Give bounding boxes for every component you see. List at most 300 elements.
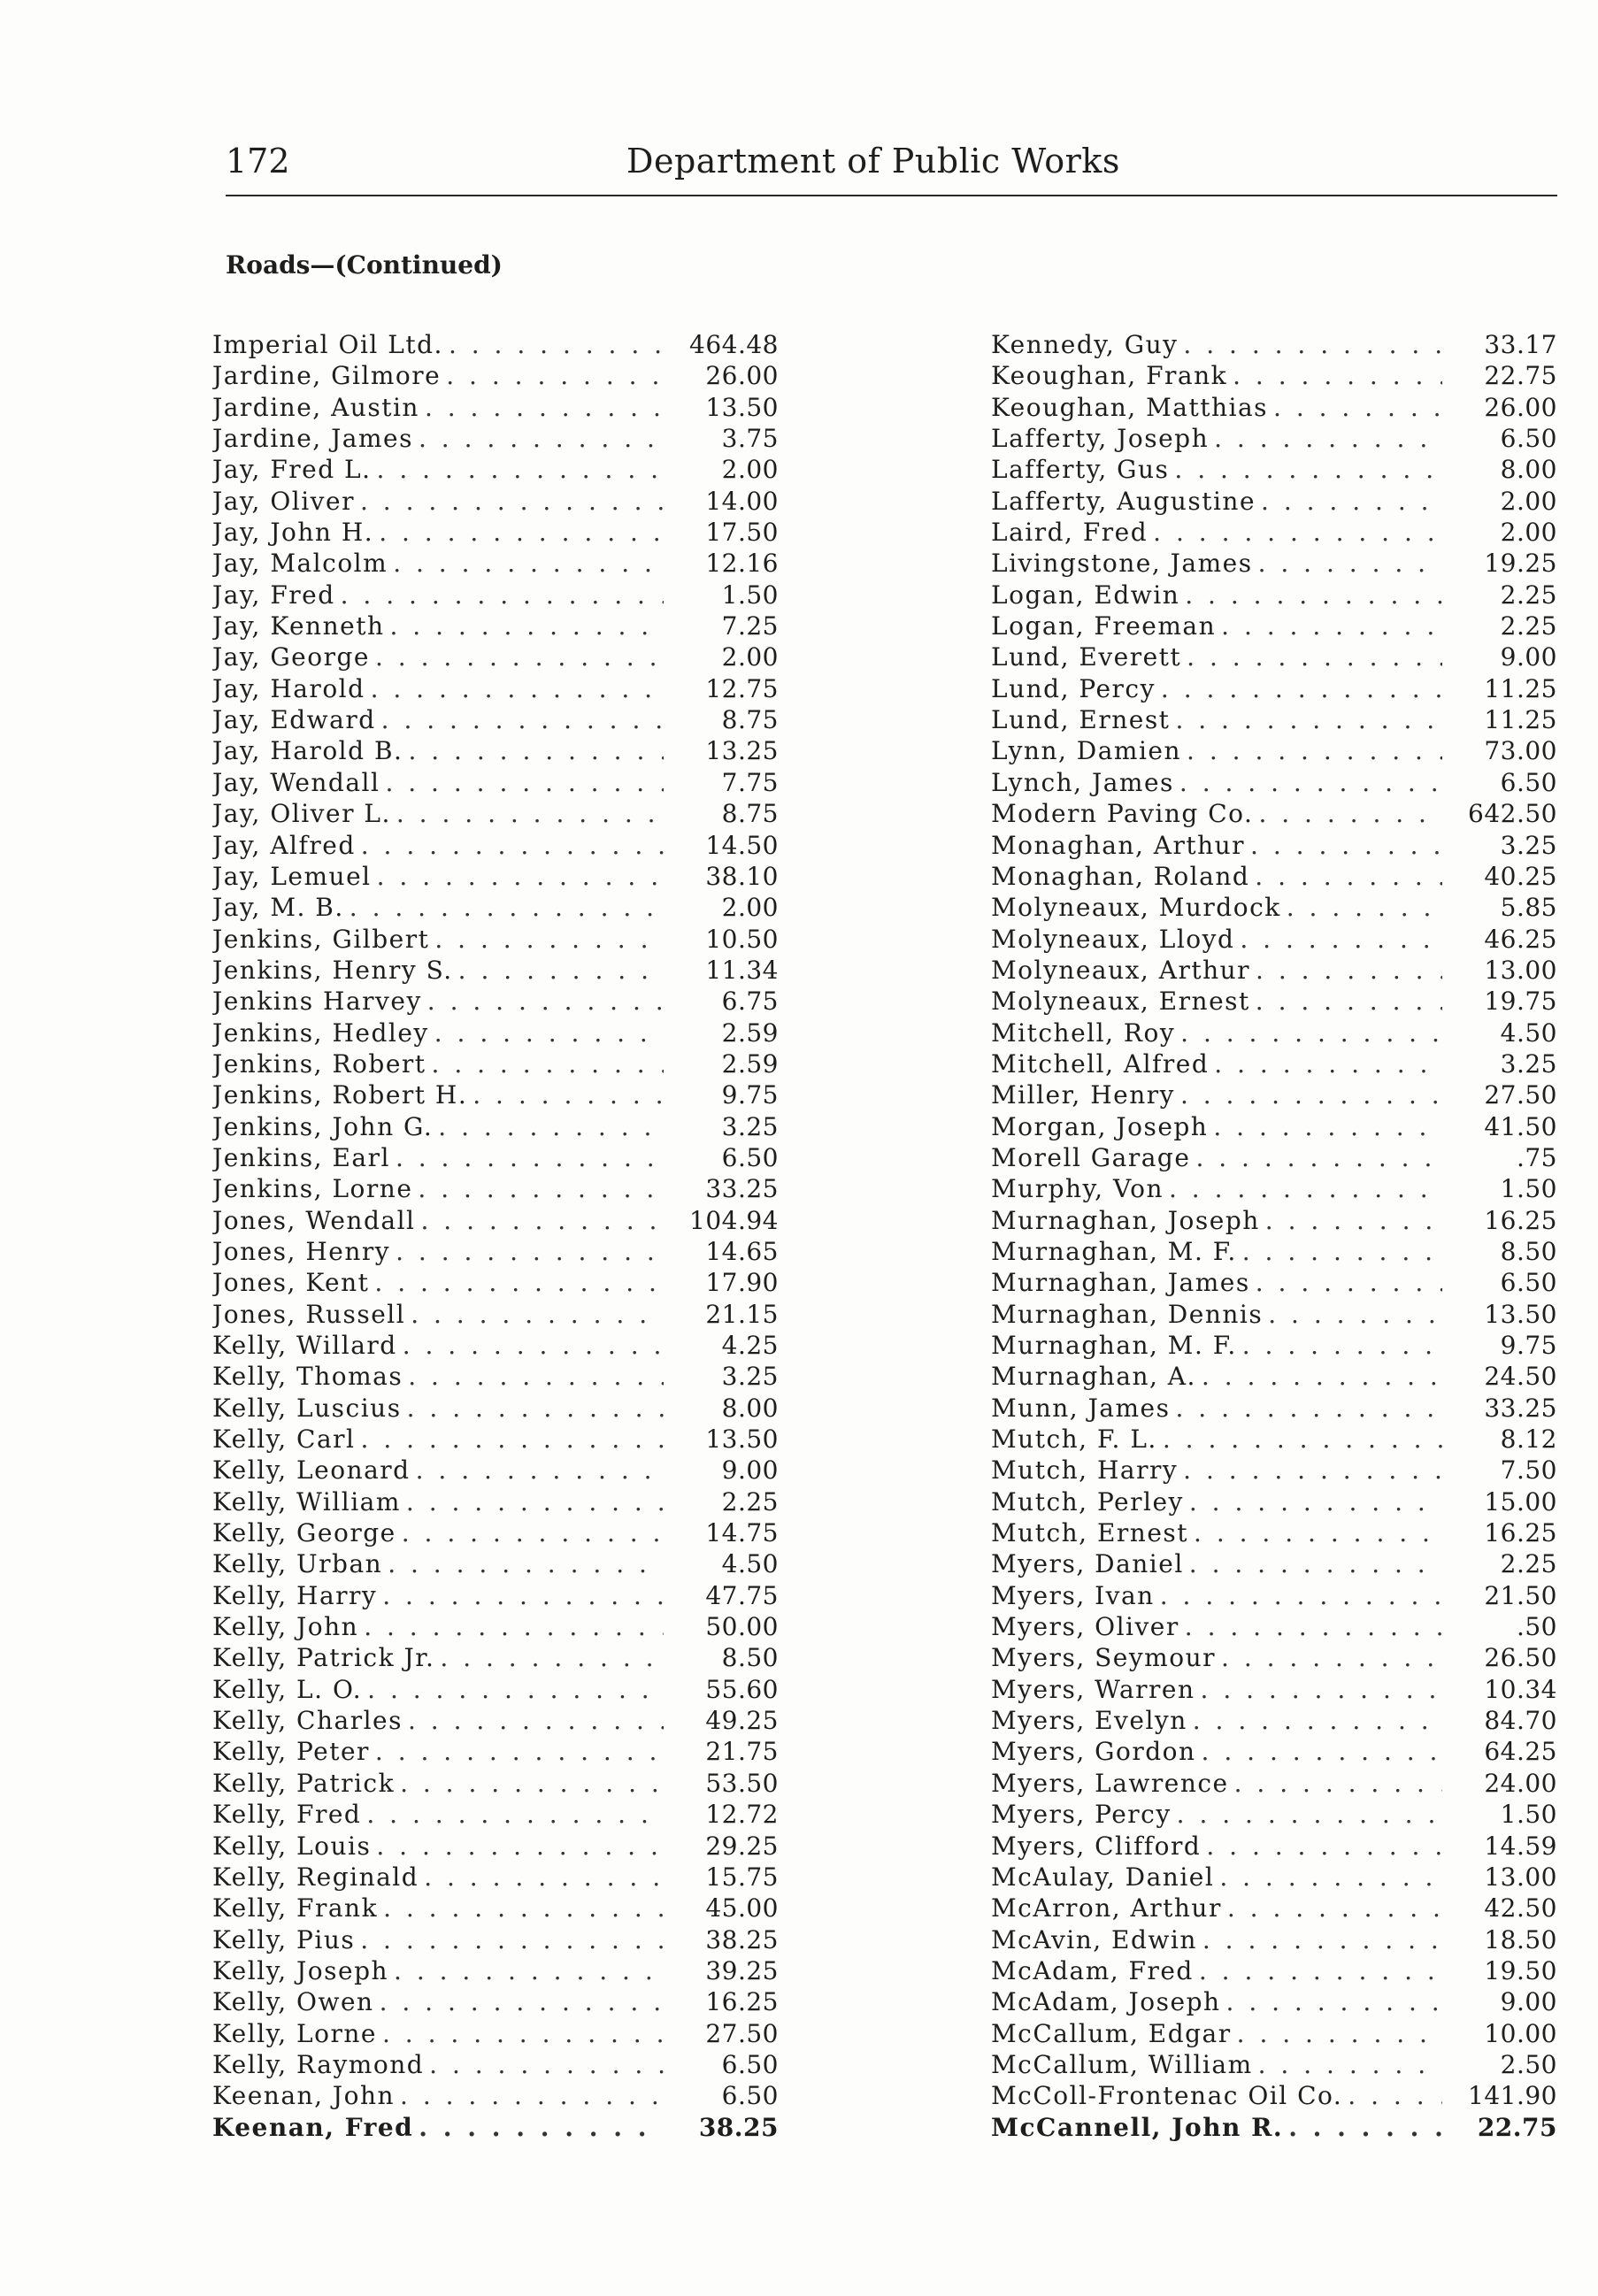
payee-name: Jardine, Austin bbox=[212, 392, 419, 422]
payee-name: Mutch, Ernest bbox=[991, 1518, 1189, 1548]
payee-name: Kelly, Frank bbox=[212, 1893, 379, 1924]
payee-name: Kelly, Fred bbox=[212, 1800, 362, 1830]
dot-leader bbox=[375, 641, 664, 672]
payment-amount: 7.75 bbox=[721, 767, 779, 797]
payment-amount: 5.85 bbox=[1500, 893, 1557, 923]
dot-leader bbox=[366, 1799, 664, 1830]
payee-name: Laird, Fred bbox=[991, 518, 1149, 548]
payee-name: Jay, George bbox=[212, 642, 370, 672]
payee-name: Kelly, L. O. bbox=[212, 1674, 363, 1704]
payment-amount: 33.25 bbox=[1484, 1393, 1557, 1423]
dot-leader bbox=[1153, 517, 1442, 548]
list-item bbox=[991, 1580, 1557, 1611]
list-item bbox=[212, 1705, 779, 1736]
payee-name: Monaghan, Arthur bbox=[991, 830, 1246, 860]
payment-amount: 26.00 bbox=[1484, 392, 1557, 422]
payment-amount: 11.25 bbox=[1484, 673, 1557, 703]
payment-amount: 33.17 bbox=[1484, 330, 1557, 359]
dot-leader bbox=[396, 1236, 664, 1267]
payee-name: Jenkins Harvey bbox=[212, 987, 422, 1017]
list-item bbox=[991, 1299, 1557, 1330]
payee-name: Jardine, James bbox=[212, 424, 413, 454]
dot-leader bbox=[382, 1580, 664, 1611]
list-item bbox=[212, 610, 779, 641]
payee-name: Kelly, Willard bbox=[212, 1331, 397, 1360]
payment-amount: 49.25 bbox=[705, 1706, 779, 1736]
payment-amount: 2.00 bbox=[721, 893, 779, 923]
payment-amount: 24.00 bbox=[1484, 1768, 1557, 1798]
payee-name: Jenkins, Earl bbox=[212, 1142, 390, 1172]
payment-amount: 12.75 bbox=[705, 673, 779, 703]
list-item bbox=[212, 2018, 779, 2049]
list-item bbox=[212, 486, 779, 517]
list-item bbox=[212, 580, 779, 610]
payee-name: Jay, Fred L. bbox=[212, 455, 372, 485]
list-item bbox=[212, 673, 779, 704]
payee-name: Lund, Everett bbox=[991, 642, 1182, 672]
payment-amount: 2.00 bbox=[721, 642, 779, 672]
list-item bbox=[212, 392, 779, 423]
payee-name: Kelly, Pius bbox=[212, 1924, 356, 1954]
payment-amount: 4.50 bbox=[1500, 1017, 1557, 1048]
payment-amount: 9.00 bbox=[1500, 1987, 1557, 2017]
payee-name: Myers, Oliver bbox=[991, 1612, 1179, 1642]
list-item bbox=[212, 1955, 779, 1986]
list-item bbox=[212, 1768, 779, 1799]
payee-name: Lynn, Damien bbox=[991, 736, 1182, 766]
payee-name: Jay, Oliver bbox=[212, 486, 355, 516]
dot-leader bbox=[425, 392, 664, 423]
payee-name: Kelly, Raymond bbox=[212, 2049, 425, 2079]
dot-leader bbox=[394, 1955, 664, 1986]
payee-name: Kelly, George bbox=[212, 1518, 396, 1548]
list-item bbox=[212, 1736, 779, 1767]
list-item bbox=[212, 1361, 779, 1392]
payment-amount: 2.59 bbox=[721, 1048, 779, 1079]
dot-leader bbox=[396, 1142, 664, 1173]
left-column bbox=[212, 329, 779, 2143]
list-item bbox=[991, 1862, 1557, 1893]
dot-leader bbox=[1221, 610, 1442, 641]
header-rule bbox=[226, 195, 1557, 196]
list-item bbox=[212, 1205, 779, 1236]
list-item bbox=[212, 1548, 779, 1579]
payment-amount: 19.50 bbox=[1484, 1955, 1557, 1985]
list-item bbox=[212, 1674, 779, 1705]
dot-leader bbox=[1206, 1831, 1442, 1862]
payment-amount: 3.25 bbox=[721, 1111, 779, 1141]
list-item bbox=[991, 610, 1557, 641]
payee-name: McCallum, William bbox=[991, 2049, 1253, 2079]
payment-amount: 21.75 bbox=[705, 1737, 779, 1767]
list-item bbox=[212, 1642, 779, 1673]
payee-name: Kelly, Thomas bbox=[212, 1362, 403, 1392]
payee-name: Kelly, Patrick Jr. bbox=[212, 1643, 435, 1673]
dot-leader bbox=[1256, 1267, 1442, 1298]
payee-name: Kennedy, Guy bbox=[991, 330, 1179, 359]
payment-amount: 22.75 bbox=[1484, 361, 1557, 391]
payee-name: Lund, Percy bbox=[991, 673, 1156, 703]
payment-amount: 8.00 bbox=[721, 1393, 779, 1423]
payee-name: Keoughan, Frank bbox=[991, 361, 1228, 391]
list-item bbox=[212, 767, 779, 798]
payee-name: Murnaghan, Joseph bbox=[991, 1205, 1260, 1235]
dot-leader bbox=[419, 423, 664, 454]
payment-amount: 6.50 bbox=[1500, 767, 1557, 797]
payee-name: Kelly, John bbox=[212, 1612, 359, 1642]
payee-name: Jenkins, Hedley bbox=[212, 1017, 429, 1048]
payee-name: Murnaghan, M. F. bbox=[991, 1331, 1237, 1360]
payee-name: Kelly, Urban bbox=[212, 1549, 383, 1579]
payee-name: Munn, James bbox=[991, 1393, 1171, 1423]
page-number: 172 bbox=[226, 142, 290, 180]
list-item bbox=[212, 1017, 779, 1048]
list-item bbox=[212, 1048, 779, 1079]
list-item bbox=[991, 1893, 1557, 1924]
dot-leader bbox=[1221, 1642, 1442, 1673]
payee-name: Molyneaux, Murdock bbox=[991, 893, 1281, 923]
list-item bbox=[991, 2080, 1557, 2111]
payee-name: McAdam, Fred bbox=[991, 1955, 1194, 1985]
dot-leader bbox=[1287, 892, 1442, 923]
payee-name: Jenkins, John G. bbox=[212, 1111, 434, 1141]
dot-leader bbox=[408, 1705, 664, 1736]
payee-name: McAulay, Daniel bbox=[991, 1862, 1215, 1892]
payment-amount: 2.50 bbox=[1500, 2049, 1557, 2079]
list-item bbox=[212, 1079, 779, 1110]
list-item bbox=[991, 924, 1557, 955]
dot-leader bbox=[381, 704, 664, 735]
payment-amount: 13.25 bbox=[705, 736, 779, 766]
list-item bbox=[991, 1674, 1557, 1705]
list-item bbox=[991, 1799, 1557, 1830]
payment-amount: 14.50 bbox=[705, 830, 779, 860]
dot-leader bbox=[1161, 673, 1442, 704]
payment-amount: .75 bbox=[1516, 1142, 1557, 1172]
dot-leader bbox=[388, 1548, 664, 1579]
dot-leader bbox=[1175, 1393, 1442, 1424]
payee-name: Logan, Freeman bbox=[991, 611, 1217, 641]
dot-leader bbox=[375, 1736, 664, 1767]
payee-name: Jay, Oliver L. bbox=[212, 799, 391, 829]
list-item bbox=[212, 360, 779, 391]
list-item bbox=[212, 986, 779, 1017]
list-item bbox=[991, 641, 1557, 672]
payment-amount: 8.50 bbox=[721, 1643, 779, 1673]
dot-leader bbox=[393, 548, 664, 579]
payee-name: Morell Garage bbox=[991, 1142, 1191, 1172]
list-item bbox=[212, 892, 779, 923]
payee-name: Jay, Fred bbox=[212, 580, 335, 610]
list-item bbox=[212, 1330, 779, 1361]
payee-name: Kelly, Peter bbox=[212, 1737, 370, 1767]
dot-leader bbox=[1185, 580, 1442, 610]
list-item bbox=[991, 798, 1557, 829]
dot-leader bbox=[1261, 486, 1442, 517]
payee-name: Myers, Daniel bbox=[991, 1549, 1184, 1579]
payment-amount: 8.50 bbox=[1500, 1236, 1557, 1266]
payee-name: McColl-Frontenac Oil Co. bbox=[991, 2081, 1343, 2111]
payee-name: Mutch, F. L. bbox=[991, 1424, 1157, 1455]
payee-name: Mitchell, Roy bbox=[991, 1017, 1176, 1048]
payment-amount: 10.34 bbox=[1484, 1674, 1557, 1704]
payment-amount: 84.70 bbox=[1484, 1706, 1557, 1736]
payment-amount: 2.00 bbox=[1500, 518, 1557, 548]
payee-name: Logan, Edwin bbox=[991, 580, 1180, 610]
payment-amount: 21.50 bbox=[1484, 1580, 1557, 1610]
list-item bbox=[991, 1455, 1557, 1486]
payee-name: Lafferty, Augustine bbox=[991, 486, 1256, 516]
payee-name: Kelly, Leonard bbox=[212, 1455, 411, 1486]
dot-leader bbox=[396, 798, 664, 829]
list-item bbox=[212, 2049, 779, 2080]
payment-amount: 41.50 bbox=[1484, 1111, 1557, 1141]
payment-amount: 33.25 bbox=[705, 1174, 779, 1204]
payment-amount: 13.00 bbox=[1484, 955, 1557, 985]
list-item bbox=[212, 1611, 779, 1642]
list-item bbox=[991, 1111, 1557, 1142]
list-item bbox=[991, 2112, 1557, 2143]
list-item bbox=[212, 1580, 779, 1611]
list-item bbox=[212, 329, 779, 360]
payee-name: Murphy, Von bbox=[991, 1174, 1164, 1204]
dot-leader bbox=[440, 1642, 664, 1673]
dot-leader bbox=[1288, 2112, 1442, 2143]
list-item bbox=[991, 423, 1557, 454]
payee-name: Jenkins, Lorne bbox=[212, 1174, 413, 1204]
dot-leader bbox=[1273, 392, 1442, 423]
dot-leader bbox=[402, 1517, 664, 1548]
payee-name: Jay, John H. bbox=[212, 518, 374, 548]
dot-leader bbox=[1255, 861, 1442, 892]
list-item bbox=[212, 454, 779, 485]
payment-amount: 13.00 bbox=[1484, 1862, 1557, 1892]
dot-leader bbox=[438, 1111, 664, 1142]
list-item bbox=[991, 1486, 1557, 1517]
payee-name: Kelly, Charles bbox=[212, 1706, 403, 1736]
list-item bbox=[212, 1299, 779, 1330]
list-item bbox=[991, 1705, 1557, 1736]
list-item bbox=[991, 392, 1557, 423]
dot-leader bbox=[406, 1486, 664, 1517]
dot-leader bbox=[408, 735, 664, 766]
payee-name: Mutch, Perley bbox=[991, 1486, 1184, 1517]
payee-name: Jenkins, Gilbert bbox=[212, 924, 430, 954]
list-item bbox=[212, 1924, 779, 1955]
payment-amount: 17.50 bbox=[705, 518, 779, 548]
dot-leader bbox=[418, 1173, 664, 1204]
list-item bbox=[212, 955, 779, 986]
list-item bbox=[991, 861, 1557, 892]
dot-leader bbox=[341, 580, 664, 610]
payment-amount: 12.72 bbox=[705, 1800, 779, 1830]
dot-leader bbox=[419, 2112, 664, 2143]
list-item bbox=[212, 830, 779, 861]
dot-leader bbox=[407, 1393, 664, 1424]
list-item bbox=[991, 1736, 1557, 1767]
dot-leader bbox=[424, 1862, 664, 1893]
dot-leader bbox=[1193, 1705, 1442, 1736]
dot-leader bbox=[1213, 1111, 1442, 1142]
dot-leader bbox=[1250, 830, 1442, 861]
payee-name: Modern Paving Co. bbox=[991, 799, 1254, 829]
payee-name: Monaghan, Roland bbox=[991, 861, 1250, 891]
payment-amount: 15.00 bbox=[1484, 1486, 1557, 1517]
payee-name: Jay, Alfred bbox=[212, 830, 356, 860]
payee-name: Jones, Kent bbox=[212, 1268, 370, 1298]
payee-name: Jay, Harold bbox=[212, 673, 365, 703]
payment-amount: 7.25 bbox=[721, 611, 779, 641]
payment-amount: 15.75 bbox=[705, 1862, 779, 1892]
dot-leader bbox=[1199, 1955, 1442, 1986]
payee-name: Kelly, Louis bbox=[212, 1831, 372, 1861]
payee-name: Keenan, John bbox=[212, 2081, 396, 2111]
payment-amount: 9.75 bbox=[721, 1080, 779, 1110]
dot-leader bbox=[1185, 1611, 1442, 1642]
payment-amount: 6.50 bbox=[1500, 1268, 1557, 1298]
payee-name: Jay, M. B. bbox=[212, 893, 344, 923]
dot-leader bbox=[1177, 1799, 1442, 1830]
payee-name: Jay, Harold B. bbox=[212, 736, 403, 766]
list-item bbox=[991, 1393, 1557, 1424]
payment-amount: 1.50 bbox=[1500, 1800, 1557, 1830]
payment-amount: 13.50 bbox=[705, 1424, 779, 1455]
list-item bbox=[991, 1048, 1557, 1079]
payment-amount: 14.65 bbox=[705, 1236, 779, 1266]
payee-name: Jardine, Gilmore bbox=[212, 361, 442, 391]
dot-leader bbox=[1179, 767, 1442, 798]
payment-amount: 19.75 bbox=[1484, 987, 1557, 1017]
dot-leader bbox=[416, 1455, 664, 1486]
payee-name: Mitchell, Alfred bbox=[991, 1048, 1210, 1079]
payment-amount: 1.50 bbox=[721, 580, 779, 610]
payee-name: Jones, Russell bbox=[212, 1299, 406, 1329]
list-item bbox=[212, 861, 779, 892]
dot-leader bbox=[1226, 1986, 1442, 2017]
dot-leader bbox=[1175, 704, 1442, 735]
payment-amount: 6.75 bbox=[721, 987, 779, 1017]
dot-leader bbox=[434, 924, 664, 955]
dot-leader bbox=[408, 1361, 664, 1392]
payment-amount: 3.75 bbox=[721, 424, 779, 454]
list-item bbox=[212, 1799, 779, 1830]
payment-amount: 9.00 bbox=[1500, 642, 1557, 672]
payment-amount: 12.16 bbox=[705, 549, 779, 579]
payee-name: Jay, Lemuel bbox=[212, 861, 372, 891]
payee-name: McArron, Arthur bbox=[991, 1893, 1222, 1924]
list-item bbox=[212, 641, 779, 672]
payment-amount: 53.50 bbox=[705, 1768, 779, 1798]
payee-name: Myers, Gordon bbox=[991, 1737, 1196, 1767]
list-item bbox=[212, 2112, 779, 2143]
payment-amount: 11.34 bbox=[705, 955, 779, 985]
list-item bbox=[991, 1955, 1557, 1986]
payee-name: Morgan, Joseph bbox=[991, 1111, 1209, 1141]
payee-name: Lund, Ernest bbox=[991, 705, 1171, 735]
payment-amount: 1.50 bbox=[1500, 1174, 1557, 1204]
dot-leader bbox=[1268, 1299, 1442, 1330]
dot-leader bbox=[377, 454, 664, 485]
list-item bbox=[212, 517, 779, 548]
payment-amount: 11.25 bbox=[1484, 705, 1557, 735]
list-item bbox=[991, 1831, 1557, 1862]
dot-leader bbox=[1242, 1330, 1442, 1361]
payment-amount: 39.25 bbox=[705, 1955, 779, 1985]
payment-amount: 21.15 bbox=[705, 1299, 779, 1329]
dot-leader bbox=[1237, 2018, 1442, 2049]
list-item bbox=[212, 1111, 779, 1142]
payment-amount: 22.75 bbox=[1477, 2112, 1557, 2142]
payment-amount: 8.00 bbox=[1500, 455, 1557, 485]
dot-leader bbox=[1227, 1893, 1442, 1924]
dot-leader bbox=[427, 986, 664, 1017]
payment-amount: 4.25 bbox=[721, 1331, 779, 1360]
payment-amount: 2.25 bbox=[721, 1486, 779, 1517]
dot-leader bbox=[374, 1267, 664, 1298]
payee-name: Murnaghan, M. F. bbox=[991, 1236, 1237, 1266]
payment-amount: 104.94 bbox=[689, 1205, 779, 1235]
list-item bbox=[991, 580, 1557, 610]
payment-amount: 3.25 bbox=[1500, 1048, 1557, 1079]
dot-leader bbox=[364, 1611, 664, 1642]
dot-leader bbox=[1202, 1924, 1442, 1955]
list-item bbox=[212, 548, 779, 579]
payment-amount: 10.50 bbox=[705, 924, 779, 954]
dot-leader bbox=[1201, 1674, 1442, 1705]
payee-name: Jones, Wendall bbox=[212, 1205, 416, 1235]
payment-amount: 16.25 bbox=[1484, 1518, 1557, 1548]
list-item bbox=[991, 1267, 1557, 1298]
dot-leader bbox=[1202, 1736, 1442, 1767]
dot-leader bbox=[1189, 1486, 1442, 1517]
page-title: Department of Public Works bbox=[626, 142, 1120, 180]
payment-amount: 19.25 bbox=[1484, 549, 1557, 579]
list-item bbox=[991, 548, 1557, 579]
payee-name: Molyneaux, Arthur bbox=[991, 955, 1251, 985]
dot-leader bbox=[1258, 548, 1442, 579]
payment-amount: 8.75 bbox=[721, 705, 779, 735]
payee-name: Myers, Ivan bbox=[991, 1580, 1155, 1610]
payment-amount: 16.25 bbox=[1484, 1205, 1557, 1235]
payee-name: Kelly, Reginald bbox=[212, 1862, 419, 1892]
dot-leader bbox=[400, 2080, 664, 2111]
dot-leader bbox=[403, 1330, 664, 1361]
list-item bbox=[991, 1548, 1557, 1579]
dot-leader bbox=[429, 2049, 664, 2080]
payee-name: McCallum, Edgar bbox=[991, 2018, 1232, 2048]
payee-name: Jenkins, Henry S. bbox=[212, 955, 453, 985]
dot-leader bbox=[383, 1893, 664, 1924]
payment-amount: 10.00 bbox=[1484, 2018, 1557, 2048]
payment-amount: 14.59 bbox=[1484, 1831, 1557, 1861]
payment-amount: 6.50 bbox=[721, 1142, 779, 1172]
dot-leader bbox=[385, 767, 664, 798]
list-item bbox=[991, 329, 1557, 360]
list-item bbox=[991, 830, 1557, 861]
dot-leader bbox=[400, 1768, 664, 1799]
dot-leader bbox=[371, 673, 664, 704]
payee-name: Molyneaux, Lloyd bbox=[991, 924, 1235, 954]
payment-amount: 3.25 bbox=[721, 1362, 779, 1392]
payment-amount: 8.75 bbox=[721, 799, 779, 829]
payee-name: Kelly, Patrick bbox=[212, 1768, 396, 1798]
payee-name: Keoughan, Matthias bbox=[991, 392, 1269, 422]
list-item bbox=[212, 423, 779, 454]
payment-amount: 38.25 bbox=[698, 2112, 779, 2142]
list-item bbox=[991, 1236, 1557, 1267]
list-item bbox=[991, 704, 1557, 735]
payment-amount: 27.50 bbox=[1484, 1080, 1557, 1110]
